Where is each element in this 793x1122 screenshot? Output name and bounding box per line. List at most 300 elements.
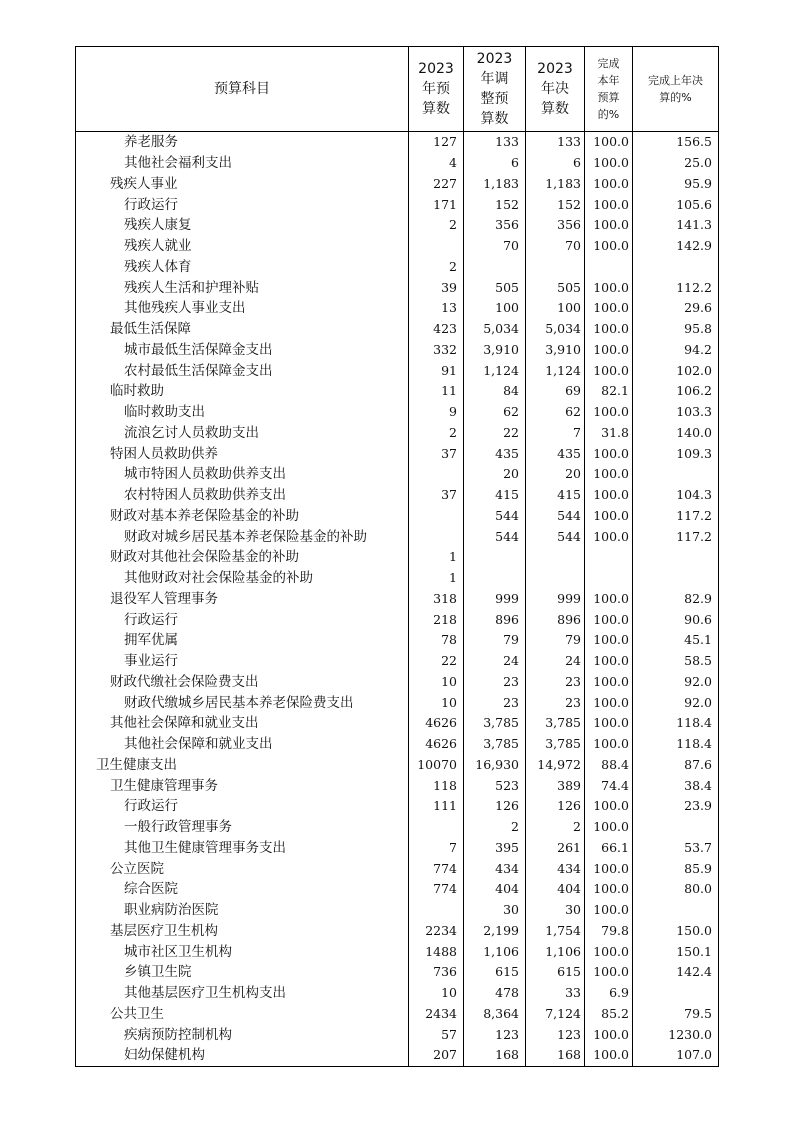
pct-budget-cell: 100.0 — [585, 464, 633, 485]
final-cell: 168 — [526, 1045, 585, 1066]
adjusted-cell: 22 — [464, 423, 526, 444]
pct-last-year-cell: 142.9 — [633, 236, 719, 257]
subject-cell: 综合医院 — [76, 879, 409, 900]
pct-budget-cell — [585, 568, 633, 589]
budget-cell: 7 — [409, 838, 464, 859]
header-completion-last-year: 完成上年决 算的% — [633, 47, 719, 132]
subject-cell: 事业运行 — [76, 651, 409, 672]
table-row — [76, 547, 719, 568]
final-cell: 434 — [526, 858, 585, 879]
budget-cell: 10 — [409, 692, 464, 713]
pct-last-year-cell: 95.9 — [633, 174, 719, 195]
final-cell: 33 — [526, 983, 585, 1004]
adjusted-cell: 6 — [464, 153, 526, 174]
subject-cell: 城市特困人员救助供养支出 — [76, 464, 409, 485]
adjusted-cell: 16,930 — [464, 755, 526, 776]
header-completion-budget: 完成 本年 预算 的% — [585, 47, 633, 132]
table-row — [76, 672, 719, 693]
table-row — [76, 360, 719, 381]
adjusted-cell: 168 — [464, 1045, 526, 1066]
pct-budget-cell: 100.0 — [585, 132, 633, 153]
budget-cell: 4626 — [409, 713, 464, 734]
pct-budget-cell: 88.4 — [585, 755, 633, 776]
table-row — [76, 713, 719, 734]
budget-cell: 1 — [409, 547, 464, 568]
adjusted-cell: 435 — [464, 443, 526, 464]
final-cell: 30 — [526, 900, 585, 921]
pct-last-year-cell — [633, 257, 719, 278]
budget-table — [75, 46, 719, 1067]
budget-cell — [409, 236, 464, 257]
pct-last-year-cell: 25.0 — [633, 153, 719, 174]
pct-last-year-cell — [633, 547, 719, 568]
subject-cell: 乡镇卫生院 — [76, 962, 409, 983]
final-cell: 20 — [526, 464, 585, 485]
pct-budget-cell: 100.0 — [585, 817, 633, 838]
pct-last-year-cell: 38.4 — [633, 775, 719, 796]
subject-cell: 其他基层医疗卫生机构支出 — [76, 983, 409, 1004]
budget-cell: 4626 — [409, 734, 464, 755]
table-row — [76, 319, 719, 340]
table-row — [76, 526, 719, 547]
budget-cell: 1 — [409, 568, 464, 589]
final-cell: 261 — [526, 838, 585, 859]
pct-last-year-cell: 45.1 — [633, 630, 719, 651]
subject-cell: 临时救助 — [76, 381, 409, 402]
budget-cell: 2 — [409, 423, 464, 444]
adjusted-cell: 2,199 — [464, 921, 526, 942]
subject-cell: 特困人员救助供养 — [76, 443, 409, 464]
pct-budget-cell: 100.0 — [585, 174, 633, 195]
final-cell — [526, 257, 585, 278]
adjusted-cell: 126 — [464, 796, 526, 817]
adjusted-cell: 62 — [464, 402, 526, 423]
table-row — [76, 485, 719, 506]
adjusted-cell: 152 — [464, 194, 526, 215]
pct-budget-cell: 100.0 — [585, 360, 633, 381]
table-row — [76, 651, 719, 672]
table-row — [76, 630, 719, 651]
adjusted-cell: 133 — [464, 132, 526, 153]
table-row — [76, 755, 719, 776]
subject-cell: 其他财政对社会保险基金的补助 — [76, 568, 409, 589]
table-row — [76, 423, 719, 444]
pct-budget-cell: 100.0 — [585, 277, 633, 298]
final-cell: 1,183 — [526, 174, 585, 195]
subject-cell: 卫生健康管理事务 — [76, 775, 409, 796]
subject-cell: 卫生健康支出 — [76, 755, 409, 776]
adjusted-cell: 395 — [464, 838, 526, 859]
budget-cell: 227 — [409, 174, 464, 195]
pct-budget-cell: 100.0 — [585, 485, 633, 506]
pct-budget-cell: 100.0 — [585, 734, 633, 755]
budget-cell: 10 — [409, 983, 464, 1004]
final-cell: 544 — [526, 506, 585, 527]
pct-budget-cell: 100.0 — [585, 879, 633, 900]
budget-cell: 332 — [409, 340, 464, 361]
subject-cell: 其他残疾人事业支出 — [76, 298, 409, 319]
pct-last-year-cell — [633, 464, 719, 485]
table-row — [76, 941, 719, 962]
pct-budget-cell: 100.0 — [585, 941, 633, 962]
adjusted-cell: 544 — [464, 506, 526, 527]
budget-cell: 2 — [409, 215, 464, 236]
pct-budget-cell: 100.0 — [585, 340, 633, 361]
pct-last-year-cell: 106.2 — [633, 381, 719, 402]
budget-cell — [409, 464, 464, 485]
budget-cell: 2234 — [409, 921, 464, 942]
subject-cell: 财政代缴城乡居民基本养老保险费支出 — [76, 692, 409, 713]
subject-cell: 农村特困人员救助供养支出 — [76, 485, 409, 506]
pct-budget-cell: 74.4 — [585, 775, 633, 796]
adjusted-cell: 123 — [464, 1024, 526, 1045]
header-subject: 预算科目 — [76, 47, 409, 132]
table-row — [76, 506, 719, 527]
pct-budget-cell: 100.0 — [585, 215, 633, 236]
pct-last-year-cell: 104.3 — [633, 485, 719, 506]
header-row — [76, 47, 719, 132]
adjusted-cell: 30 — [464, 900, 526, 921]
adjusted-cell: 23 — [464, 692, 526, 713]
pct-last-year-cell: 85.9 — [633, 858, 719, 879]
budget-cell: 218 — [409, 609, 464, 630]
budget-cell: 37 — [409, 443, 464, 464]
table-row — [76, 734, 719, 755]
budget-cell: 171 — [409, 194, 464, 215]
header-final: 2023 年决 算数 — [526, 47, 585, 132]
adjusted-cell: 84 — [464, 381, 526, 402]
pct-budget-cell: 82.1 — [585, 381, 633, 402]
table-row — [76, 153, 719, 174]
pct-budget-cell: 100.0 — [585, 506, 633, 527]
pct-budget-cell: 100.0 — [585, 526, 633, 547]
adjusted-cell: 1,106 — [464, 941, 526, 962]
subject-cell: 城市最低生活保障金支出 — [76, 340, 409, 361]
pct-budget-cell — [585, 257, 633, 278]
subject-cell: 疾病预防控制机构 — [76, 1024, 409, 1045]
table-row — [76, 838, 719, 859]
final-cell: 3,785 — [526, 713, 585, 734]
pct-budget-cell: 100.0 — [585, 589, 633, 610]
final-cell: 14,972 — [526, 755, 585, 776]
pct-last-year-cell: 105.6 — [633, 194, 719, 215]
pct-budget-cell: 100.0 — [585, 900, 633, 921]
adjusted-cell: 356 — [464, 215, 526, 236]
pct-last-year-cell: 58.5 — [633, 651, 719, 672]
table-row — [76, 236, 719, 257]
subject-cell: 残疾人康复 — [76, 215, 409, 236]
adjusted-cell: 544 — [464, 526, 526, 547]
final-cell: 152 — [526, 194, 585, 215]
pct-last-year-cell: 90.6 — [633, 609, 719, 630]
table-row — [76, 1045, 719, 1066]
budget-cell: 57 — [409, 1024, 464, 1045]
final-cell: 23 — [526, 692, 585, 713]
final-cell: 69 — [526, 381, 585, 402]
adjusted-cell: 3,785 — [464, 734, 526, 755]
adjusted-cell: 100 — [464, 298, 526, 319]
table-row — [76, 817, 719, 838]
pct-last-year-cell: 95.8 — [633, 319, 719, 340]
adjusted-cell: 523 — [464, 775, 526, 796]
table-body — [76, 132, 719, 1067]
budget-cell: 118 — [409, 775, 464, 796]
final-cell: 1,754 — [526, 921, 585, 942]
final-cell — [526, 547, 585, 568]
pct-budget-cell: 100.0 — [585, 713, 633, 734]
table-row — [76, 215, 719, 236]
pct-budget-cell: 100.0 — [585, 194, 633, 215]
final-cell: 3,785 — [526, 734, 585, 755]
table-row — [76, 983, 719, 1004]
pct-budget-cell: 100.0 — [585, 692, 633, 713]
pct-last-year-cell: 156.5 — [633, 132, 719, 153]
final-cell: 1,106 — [526, 941, 585, 962]
table-row — [76, 879, 719, 900]
pct-last-year-cell: 79.5 — [633, 1004, 719, 1025]
budget-cell: 423 — [409, 319, 464, 340]
final-cell: 3,910 — [526, 340, 585, 361]
budget-cell — [409, 817, 464, 838]
budget-cell — [409, 526, 464, 547]
final-cell: 126 — [526, 796, 585, 817]
subject-cell: 农村最低生活保障金支出 — [76, 360, 409, 381]
budget-cell: 37 — [409, 485, 464, 506]
pct-last-year-cell: 87.6 — [633, 755, 719, 776]
final-cell: 389 — [526, 775, 585, 796]
table-row — [76, 464, 719, 485]
subject-cell: 公共卫生 — [76, 1004, 409, 1025]
table-row — [76, 962, 719, 983]
adjusted-cell: 404 — [464, 879, 526, 900]
budget-cell: 13 — [409, 298, 464, 319]
subject-cell: 一般行政管理事务 — [76, 817, 409, 838]
final-cell: 505 — [526, 277, 585, 298]
final-cell — [526, 568, 585, 589]
final-cell: 79 — [526, 630, 585, 651]
table-row — [76, 340, 719, 361]
subject-cell: 最低生活保障 — [76, 319, 409, 340]
subject-cell: 养老服务 — [76, 132, 409, 153]
final-cell: 1,124 — [526, 360, 585, 381]
subject-cell: 其他卫生健康管理事务支出 — [76, 838, 409, 859]
subject-cell: 临时救助支出 — [76, 402, 409, 423]
pct-last-year-cell: 141.3 — [633, 215, 719, 236]
pct-budget-cell: 100.0 — [585, 443, 633, 464]
final-cell: 2 — [526, 817, 585, 838]
table-row — [76, 858, 719, 879]
adjusted-cell: 505 — [464, 277, 526, 298]
adjusted-cell: 1,183 — [464, 174, 526, 195]
subject-cell: 基层医疗卫生机构 — [76, 921, 409, 942]
final-cell: 415 — [526, 485, 585, 506]
table-row — [76, 692, 719, 713]
final-cell: 999 — [526, 589, 585, 610]
final-cell: 7,124 — [526, 1004, 585, 1025]
budget-cell: 4 — [409, 153, 464, 174]
budget-cell: 111 — [409, 796, 464, 817]
table-row — [76, 298, 719, 319]
subject-cell: 职业病防治医院 — [76, 900, 409, 921]
table-row — [76, 402, 719, 423]
adjusted-cell: 1,124 — [464, 360, 526, 381]
pct-last-year-cell: 92.0 — [633, 672, 719, 693]
table-row — [76, 589, 719, 610]
adjusted-cell: 24 — [464, 651, 526, 672]
table-row — [76, 194, 719, 215]
budget-cell: 774 — [409, 879, 464, 900]
subject-cell: 残疾人就业 — [76, 236, 409, 257]
subject-cell: 残疾人事业 — [76, 174, 409, 195]
pct-last-year-cell: 117.2 — [633, 506, 719, 527]
adjusted-cell: 415 — [464, 485, 526, 506]
budget-cell: 11 — [409, 381, 464, 402]
adjusted-cell: 434 — [464, 858, 526, 879]
adjusted-cell — [464, 568, 526, 589]
pct-last-year-cell: 150.0 — [633, 921, 719, 942]
table-row — [76, 921, 719, 942]
budget-cell: 207 — [409, 1045, 464, 1066]
pct-last-year-cell: 102.0 — [633, 360, 719, 381]
budget-cell: 774 — [409, 858, 464, 879]
subject-cell: 拥军优属 — [76, 630, 409, 651]
final-cell: 435 — [526, 443, 585, 464]
subject-cell: 财政对基本养老保险基金的补助 — [76, 506, 409, 527]
budget-cell: 1488 — [409, 941, 464, 962]
pct-budget-cell: 100.0 — [585, 672, 633, 693]
final-cell: 544 — [526, 526, 585, 547]
table-row — [76, 568, 719, 589]
pct-budget-cell: 100.0 — [585, 651, 633, 672]
adjusted-cell: 999 — [464, 589, 526, 610]
pct-last-year-cell: 82.9 — [633, 589, 719, 610]
pct-last-year-cell: 92.0 — [633, 692, 719, 713]
subject-cell: 退役军人管理事务 — [76, 589, 409, 610]
pct-budget-cell: 100.0 — [585, 962, 633, 983]
final-cell: 133 — [526, 132, 585, 153]
pct-last-year-cell — [633, 983, 719, 1004]
adjusted-cell: 20 — [464, 464, 526, 485]
subject-cell: 财政对其他社会保险基金的补助 — [76, 547, 409, 568]
pct-last-year-cell: 118.4 — [633, 734, 719, 755]
pct-last-year-cell: 80.0 — [633, 879, 719, 900]
final-cell: 615 — [526, 962, 585, 983]
budget-cell: 736 — [409, 962, 464, 983]
table-row — [76, 1004, 719, 1025]
adjusted-cell: 8,364 — [464, 1004, 526, 1025]
pct-last-year-cell: 142.4 — [633, 962, 719, 983]
adjusted-cell: 79 — [464, 630, 526, 651]
budget-cell — [409, 900, 464, 921]
pct-budget-cell: 6.9 — [585, 983, 633, 1004]
pct-budget-cell — [585, 547, 633, 568]
adjusted-cell: 23 — [464, 672, 526, 693]
pct-last-year-cell: 107.0 — [633, 1045, 719, 1066]
table-row — [76, 381, 719, 402]
pct-budget-cell: 100.0 — [585, 609, 633, 630]
final-cell: 7 — [526, 423, 585, 444]
subject-cell: 行政运行 — [76, 609, 409, 630]
pct-budget-cell: 100.0 — [585, 1045, 633, 1066]
pct-budget-cell: 100.0 — [585, 1024, 633, 1045]
pct-last-year-cell — [633, 900, 719, 921]
adjusted-cell: 70 — [464, 236, 526, 257]
pct-budget-cell: 31.8 — [585, 423, 633, 444]
final-cell: 62 — [526, 402, 585, 423]
pct-budget-cell: 100.0 — [585, 319, 633, 340]
subject-cell: 其他社会保障和就业支出 — [76, 734, 409, 755]
subject-cell: 公立医院 — [76, 858, 409, 879]
pct-last-year-cell: 117.2 — [633, 526, 719, 547]
pct-last-year-cell: 112.2 — [633, 277, 719, 298]
final-cell: 404 — [526, 879, 585, 900]
budget-cell: 127 — [409, 132, 464, 153]
subject-cell: 流浪乞讨人员救助支出 — [76, 423, 409, 444]
pct-last-year-cell: 53.7 — [633, 838, 719, 859]
subject-cell: 残疾人生活和护理补贴 — [76, 277, 409, 298]
table-row — [76, 132, 719, 153]
pct-last-year-cell: 150.1 — [633, 941, 719, 962]
final-cell: 5,034 — [526, 319, 585, 340]
final-cell: 24 — [526, 651, 585, 672]
budget-cell: 78 — [409, 630, 464, 651]
header-budget: 2023 年预 算数 — [409, 47, 464, 132]
adjusted-cell — [464, 257, 526, 278]
adjusted-cell: 3,910 — [464, 340, 526, 361]
pct-budget-cell: 66.1 — [585, 838, 633, 859]
final-cell: 70 — [526, 236, 585, 257]
pct-budget-cell: 100.0 — [585, 298, 633, 319]
adjusted-cell: 3,785 — [464, 713, 526, 734]
adjusted-cell: 2 — [464, 817, 526, 838]
budget-cell: 10 — [409, 672, 464, 693]
pct-budget-cell: 100.0 — [585, 630, 633, 651]
subject-cell: 其他社会福利支出 — [76, 153, 409, 174]
pct-budget-cell: 79.8 — [585, 921, 633, 942]
table-row — [76, 1024, 719, 1045]
budget-cell: 318 — [409, 589, 464, 610]
budget-cell: 9 — [409, 402, 464, 423]
pct-budget-cell: 100.0 — [585, 236, 633, 257]
pct-last-year-cell: 1230.0 — [633, 1024, 719, 1045]
table-row — [76, 174, 719, 195]
subject-cell: 其他社会保障和就业支出 — [76, 713, 409, 734]
pct-last-year-cell: 109.3 — [633, 443, 719, 464]
subject-cell: 行政运行 — [76, 796, 409, 817]
table-row — [76, 277, 719, 298]
budget-cell: 2 — [409, 257, 464, 278]
subject-cell: 财政对城乡居民基本养老保险基金的补助 — [76, 526, 409, 547]
adjusted-cell: 5,034 — [464, 319, 526, 340]
pct-last-year-cell: 23.9 — [633, 796, 719, 817]
pct-last-year-cell — [633, 568, 719, 589]
adjusted-cell: 896 — [464, 609, 526, 630]
pct-budget-cell: 100.0 — [585, 858, 633, 879]
table-row — [76, 775, 719, 796]
pct-last-year-cell: 29.6 — [633, 298, 719, 319]
pct-budget-cell: 85.2 — [585, 1004, 633, 1025]
pct-last-year-cell: 140.0 — [633, 423, 719, 444]
adjusted-cell: 478 — [464, 983, 526, 1004]
subject-cell: 行政运行 — [76, 194, 409, 215]
pct-budget-cell: 100.0 — [585, 796, 633, 817]
budget-cell: 91 — [409, 360, 464, 381]
subject-cell: 财政代缴社会保险费支出 — [76, 672, 409, 693]
adjusted-cell — [464, 547, 526, 568]
final-cell: 6 — [526, 153, 585, 174]
budget-cell: 22 — [409, 651, 464, 672]
pct-last-year-cell — [633, 817, 719, 838]
